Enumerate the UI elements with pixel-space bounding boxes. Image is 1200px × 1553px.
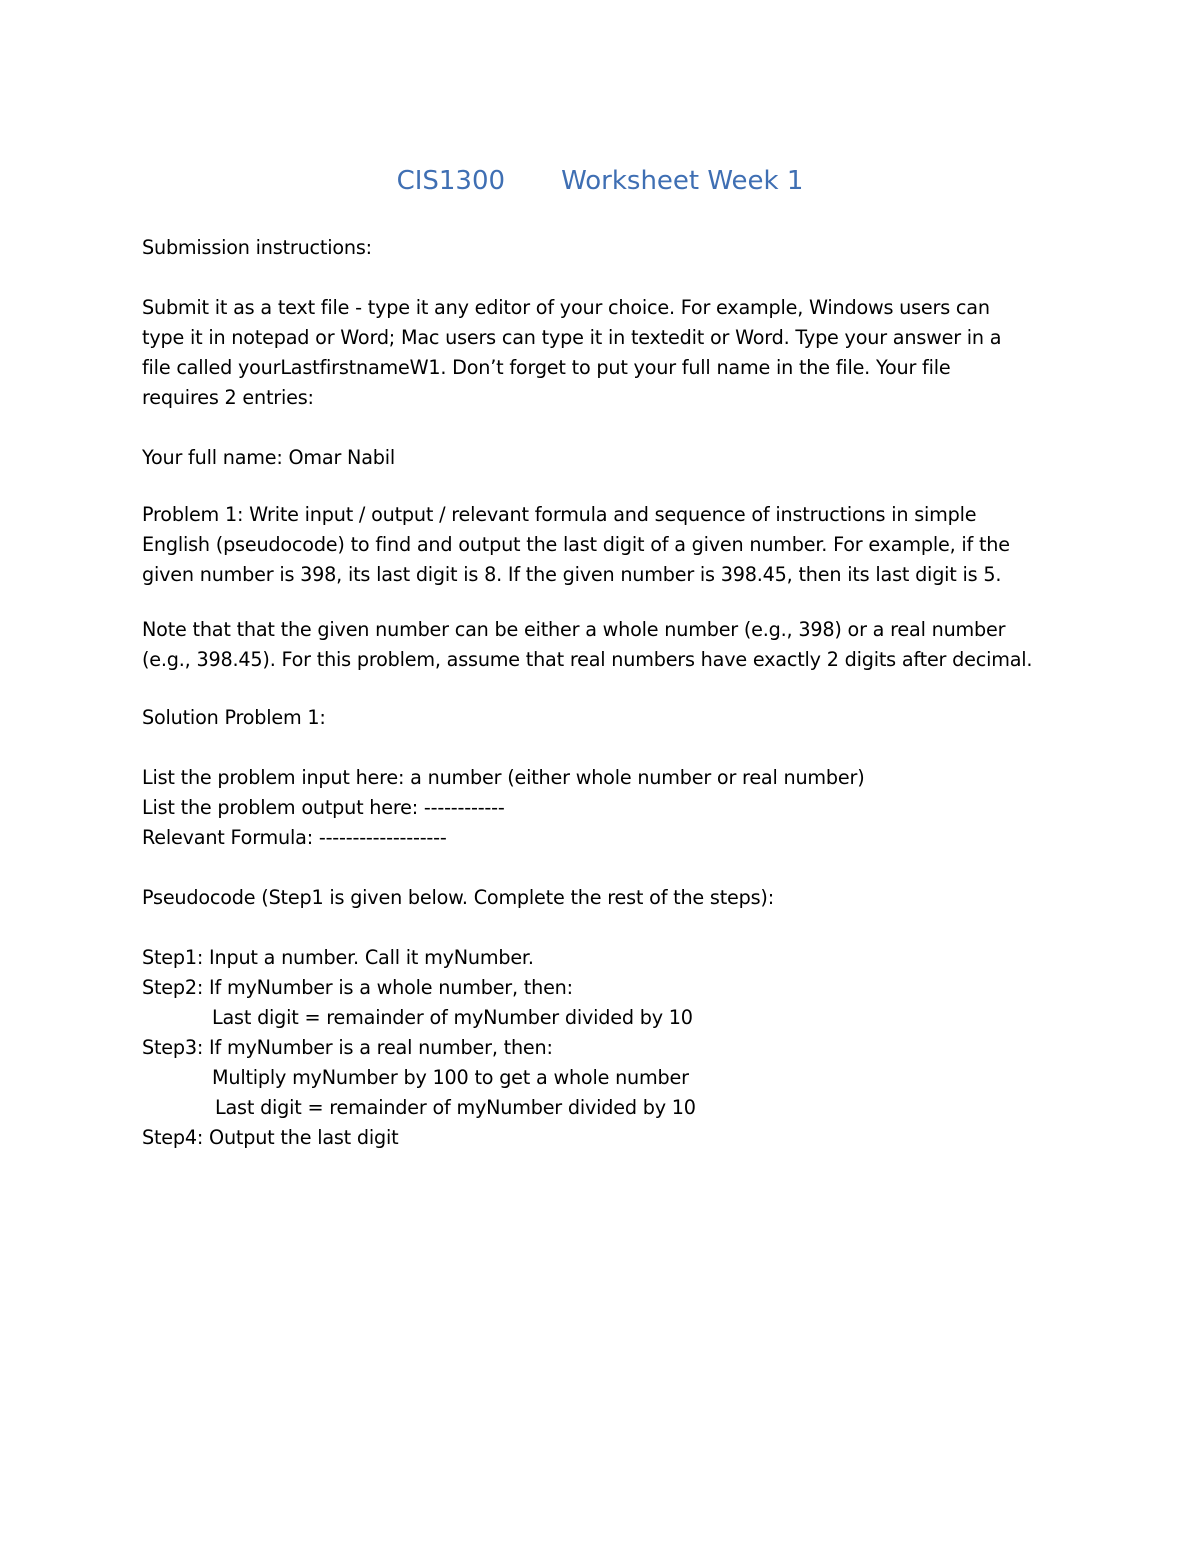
pseudocode-heading-block: [142, 883, 1062, 913]
step3-sub-line: Multiply myNumber by 100 to get a whole number: [212, 1066, 689, 1089]
solution-heading: Solution Problem 1:: [142, 706, 326, 729]
output-line: List the problem output here: ------------: [142, 796, 505, 819]
step3-sub-line: Last digit = remainder of myNumber divided by 10: [215, 1096, 696, 1119]
problem1-note: [142, 615, 1062, 675]
course-code: CIS1300: [396, 166, 506, 196]
step1-line: Step1: Input a number. Call it myNumber.: [142, 946, 534, 969]
step3-line: Step3: If myNumber is a real number, then:: [142, 1036, 553, 1059]
submission-line: file called yourLastfirstnameW1. Don’t forget to put your full name in the file. Your file: [142, 356, 951, 379]
note-line: (e.g., 398.45). For this problem, assume that real numbers have exactly 2 digits after decimal.: [142, 648, 1033, 671]
submission-heading-block: [142, 233, 1062, 263]
submission-line: requires 2 entries:: [142, 386, 314, 409]
submission-heading: Submission instructions:: [142, 236, 372, 259]
solution-io-block: [142, 763, 1062, 853]
note-line: Note that that the given number can be either a whole number (e.g., 398) or a real number: [142, 618, 1006, 641]
problem1-line: English (pseudocode) to find and output the last digit of a given number. For example, if the: [142, 533, 1010, 556]
submission-line: Submit it as a text file - type it any editor of your choice. For example, Windows users can: [142, 296, 990, 319]
worksheet-title: Worksheet Week 1: [561, 166, 804, 196]
page-title: [0, 166, 1200, 196]
step2-sub-line: Last digit = remainder of myNumber divided by 10: [212, 1006, 693, 1029]
pseudocode-steps: [142, 943, 1062, 1153]
problem1-line: Problem 1: Write input / output / relevant formula and sequence of instructions in simple: [142, 503, 977, 526]
formula-line: Relevant Formula: -------------------: [142, 826, 447, 849]
problem1-statement: [142, 500, 1062, 590]
full-name-line: Your full name: Omar Nabil: [142, 446, 396, 469]
problem1-line: given number is 398, its last digit is 8. If the given number is 398.45, then its last digit is 5.: [142, 563, 1002, 586]
pseudocode-heading: Pseudocode (Step1 is given below. Complete the rest of the steps):: [142, 886, 774, 909]
input-line: List the problem input here: a number (either whole number or real number): [142, 766, 865, 789]
step4-line: Step4: Output the last digit: [142, 1126, 399, 1149]
step2-line: Step2: If myNumber is a whole number, then:: [142, 976, 573, 999]
submission-line: type it in notepad or Word; Mac users can type it in textedit or Word. Type your answer in a: [142, 326, 1002, 349]
solution-heading-block: [142, 703, 1062, 733]
submission-instructions: [142, 293, 1062, 413]
full-name-block: [142, 443, 1062, 473]
